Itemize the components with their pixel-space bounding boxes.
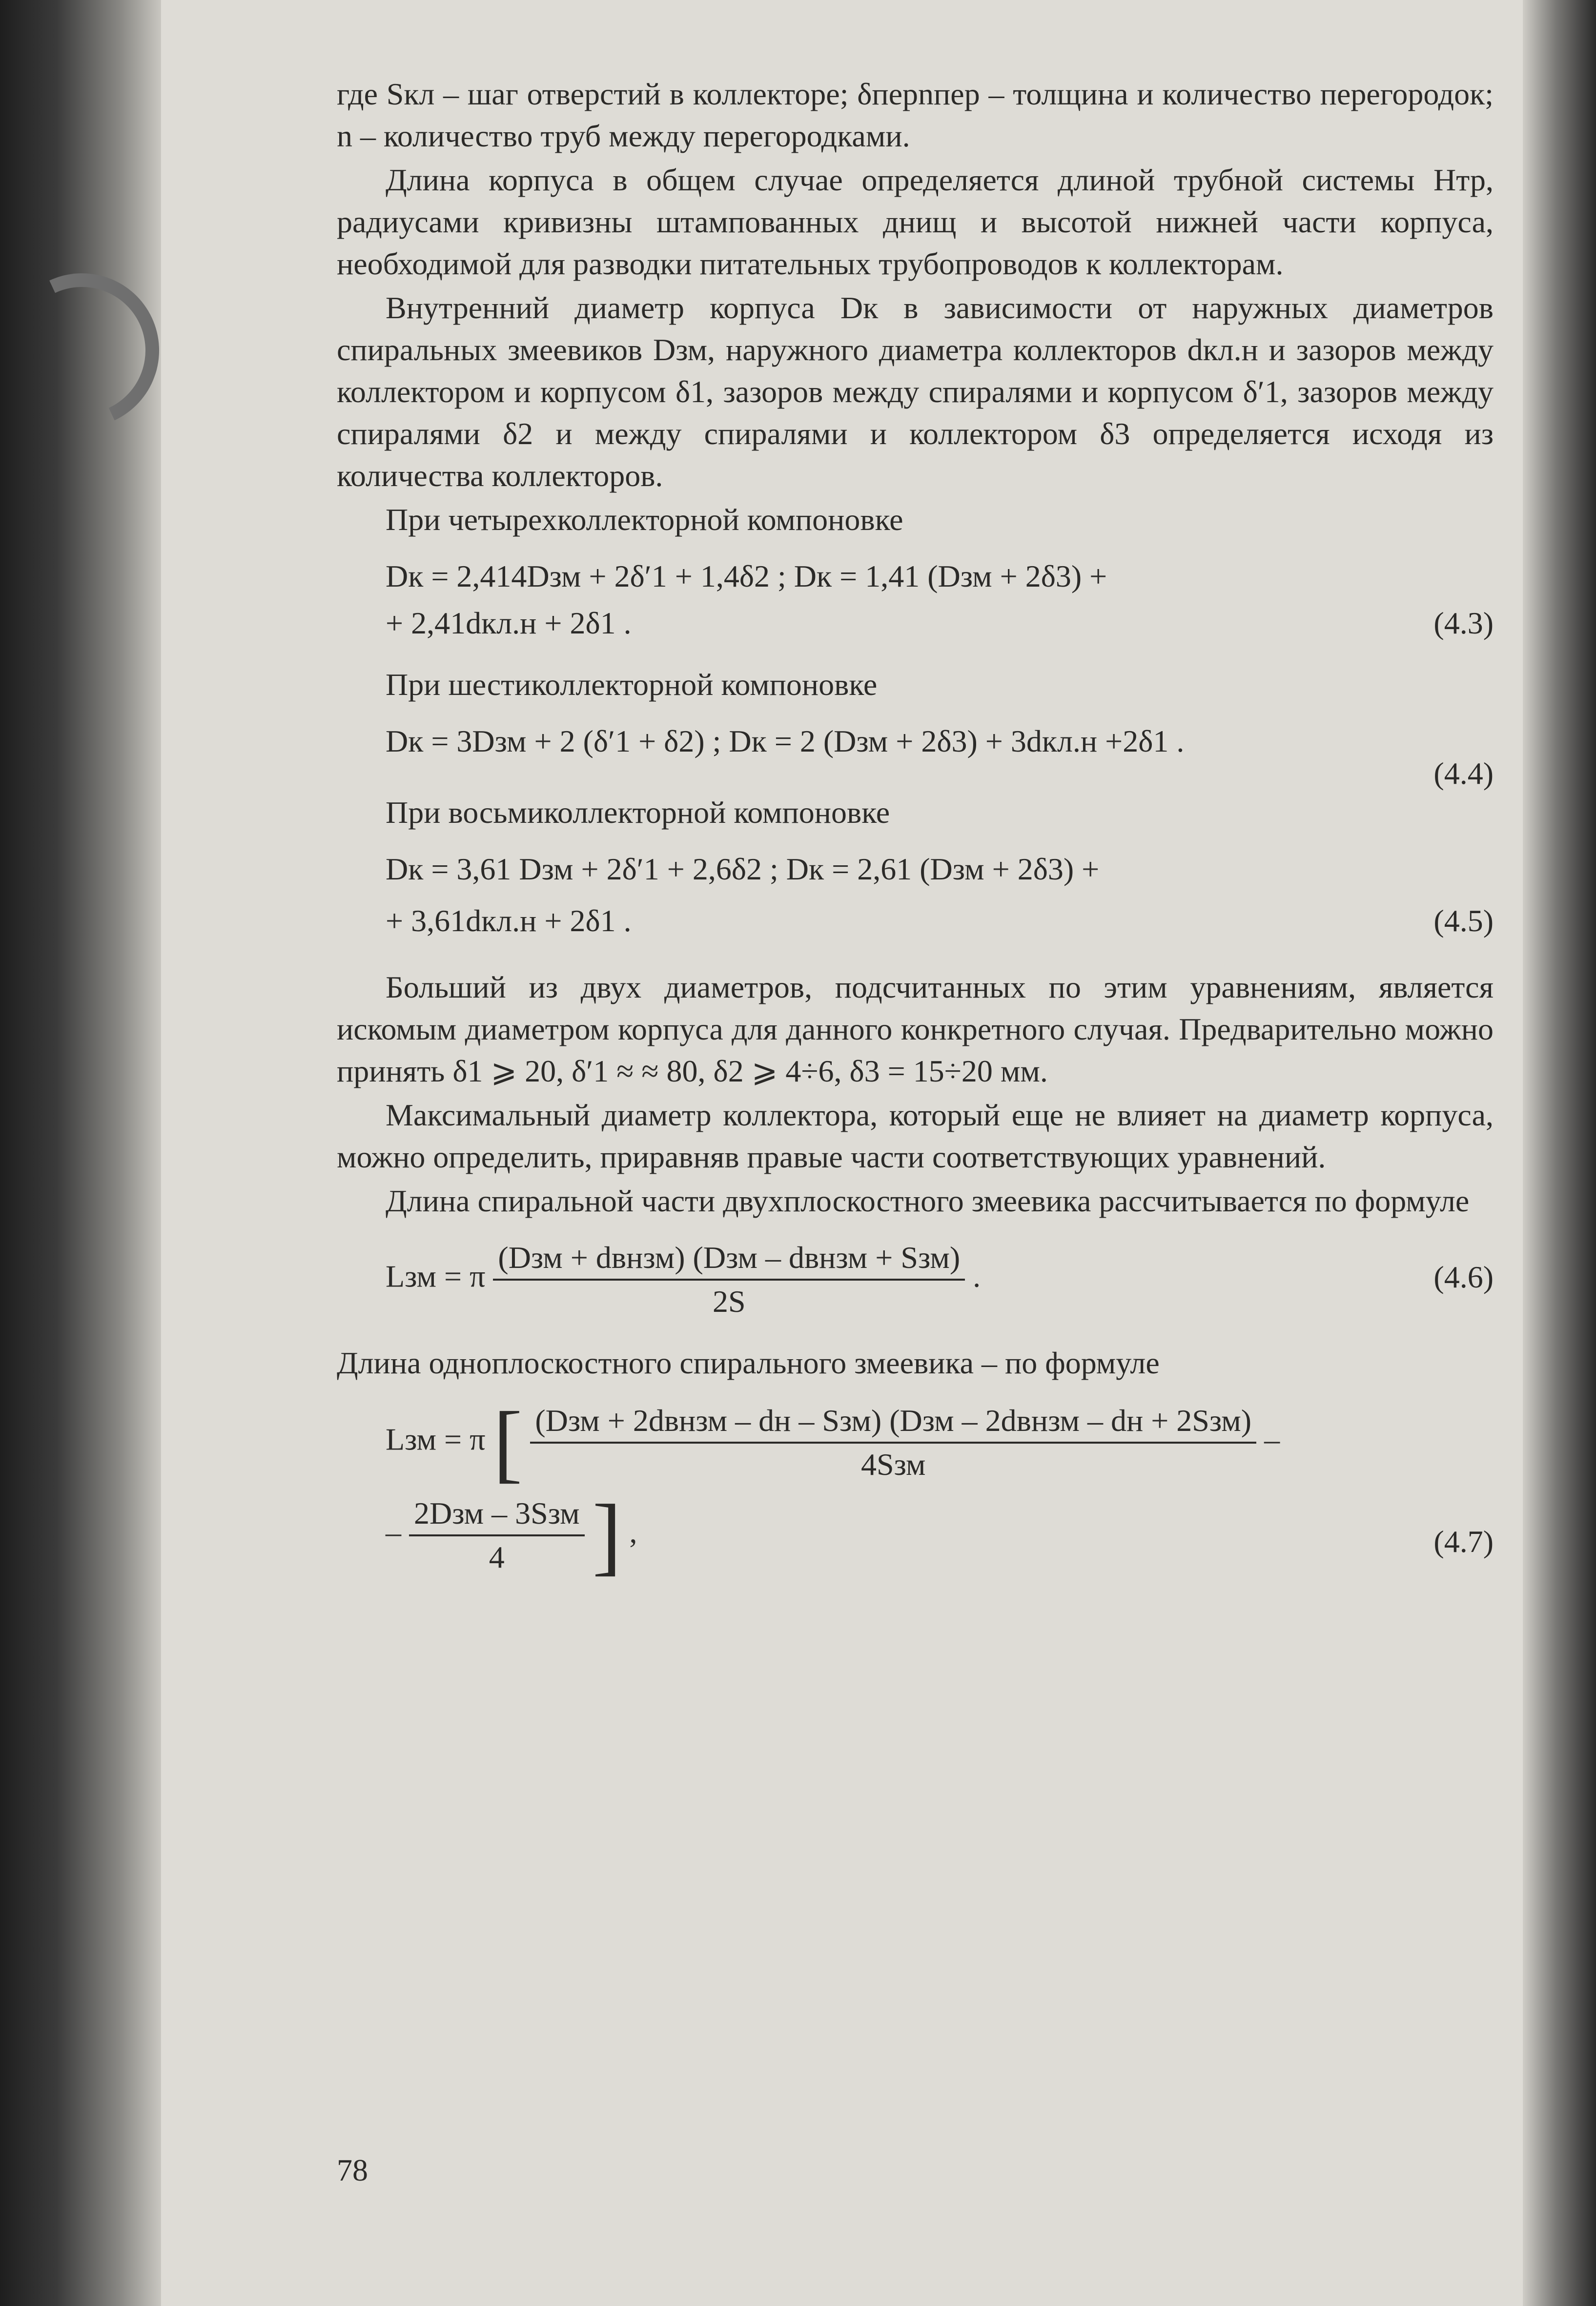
paragraph-7: Больший из двух диаметров, подсчитанных по этим уравнениям, является искомым диаметром корпуса для данного конкретного случая. Предварительно можно принять δ1 ⩾ 20, δ′1 ≈ ≈ 80, δ2 ⩾ 4÷6, δ3 = 15÷20 мм.	[337, 970, 1494, 1088]
equation-number-4-5: (4.5)	[1433, 903, 1494, 938]
right-bracket: ]	[592, 1487, 622, 1584]
formula-4-7-minus-2: –	[386, 1514, 401, 1550]
formula-4-7-denominator: 4Sзм	[860, 1447, 926, 1482]
equation-number-4-4: (4.4)	[1433, 756, 1494, 791]
formula-4-7-lhs: Lзм = π	[386, 1422, 486, 1457]
paragraph-9: Длина спиральной части двухплоскостного змеевика рассчитывается по формуле	[386, 1184, 1470, 1218]
paragraph-8: Максимальный диаметр коллектора, который еще не влияет на диаметр корпуса, можно определить, приравняв правые части соответствующих уравнений.	[337, 1098, 1494, 1174]
formula-4-6-fraction	[493, 1237, 965, 1323]
formula-4-3-line1	[337, 555, 1494, 597]
formula-4-7-line1	[337, 1394, 1494, 1491]
paragraph-4: При четырехколлекторной компоновке	[386, 502, 903, 537]
formula-4-3-text2: + 2,41dкл.н + 2δ1 .	[386, 606, 632, 640]
page-text	[337, 73, 1494, 1584]
formula-4-7-minus: –	[1264, 1422, 1280, 1457]
page-number: 78	[337, 2153, 368, 2187]
left-bracket: [	[493, 1394, 523, 1491]
equation-number-4-6: (4.6)	[1433, 1260, 1494, 1294]
formula-4-5-text1: Dк = 3,61 Dзм + 2δ′1 + 2,6δ2 ; Dк = 2,61 (Dзм + 2δ3) +	[386, 852, 1100, 886]
paragraph-10: Длина одноплоскостного спирального змеевика – по формуле	[337, 1346, 1160, 1380]
formula-4-5-line2	[337, 900, 1494, 942]
formula-4-7-numerator: (Dзм + 2dвнзм – dн – Sзм) (Dзм – 2dвнзм – dн + 2Sзм)	[530, 1400, 1256, 1444]
formula-4-6-numerator: (Dзм + dвнзм) (Dзм – dвнзм + Sзм)	[493, 1237, 965, 1281]
paragraph-2: Длина корпуса в общем случае определяется длиной трубной системы Hтр, радиусами кривизны штампованных днищ и высотой нижней части корпуса, необходимой для разводки питательных трубопроводов к коллекторам.	[337, 163, 1494, 281]
formula-4-3-line2	[337, 602, 1494, 644]
formula-4-7-denominator-2: 4	[489, 1540, 505, 1574]
formula-4-4-number-line	[337, 753, 1494, 791]
formula-4-7-fraction-2	[409, 1492, 585, 1578]
formula-4-7-line2	[337, 1487, 1494, 1584]
formula-4-6-lhs: Lзм = π	[386, 1259, 486, 1294]
formula-4-3-text1: Dк = 2,414Dзм + 2δ′1 + 1,4δ2 ; Dк = 1,41 (Dзм + 2δ3) +	[386, 559, 1107, 593]
formula-4-6	[337, 1237, 1494, 1323]
equation-number-4-7: (4.7)	[1433, 1524, 1494, 1559]
scan-right-shadow	[1523, 0, 1596, 2306]
formula-4-5-line1	[337, 848, 1494, 890]
formula-4-7-fraction	[530, 1400, 1256, 1486]
formula-4-6-tail: .	[973, 1259, 981, 1294]
paragraph-1: где Sкл – шаг отверстий в коллекторе; δперnпер – толщина и количество перегородок; n – количество труб между перегородками.	[337, 77, 1494, 153]
paragraph-3: Внутренний диаметр корпуса Dк в зависимости от наружных диаметров спиральных змеевиков Dзм, наружного диаметра коллекторов dкл.н и зазоров между коллектором и корпусом δ1, зазоров между спиралями и корпусом δ′1, зазоров между спиралями δ2 и между спиралями и коллектором δ3 определяется исходя из количества коллекторов.	[337, 290, 1494, 493]
formula-4-7-numerator-2: 2Dзм – 3Sзм	[409, 1492, 585, 1536]
equation-number-4-3: (4.3)	[1433, 606, 1494, 640]
formula-4-6-denominator: 2S	[712, 1284, 746, 1319]
formula-4-7-tail: ,	[629, 1514, 637, 1550]
formula-4-5-text2: + 3,61dкл.н + 2δ1 .	[386, 903, 632, 938]
paragraph-6: При восьмиколлекторной компоновке	[386, 795, 890, 830]
formula-4-4-text1: Dк = 3Dзм + 2 (δ′1 + δ2) ; Dк = 2 (Dзм + 2δ3) + 3dкл.н +2δ1 .	[386, 724, 1185, 758]
paragraph-5: При шестиколлекторной компоновке	[386, 667, 878, 702]
